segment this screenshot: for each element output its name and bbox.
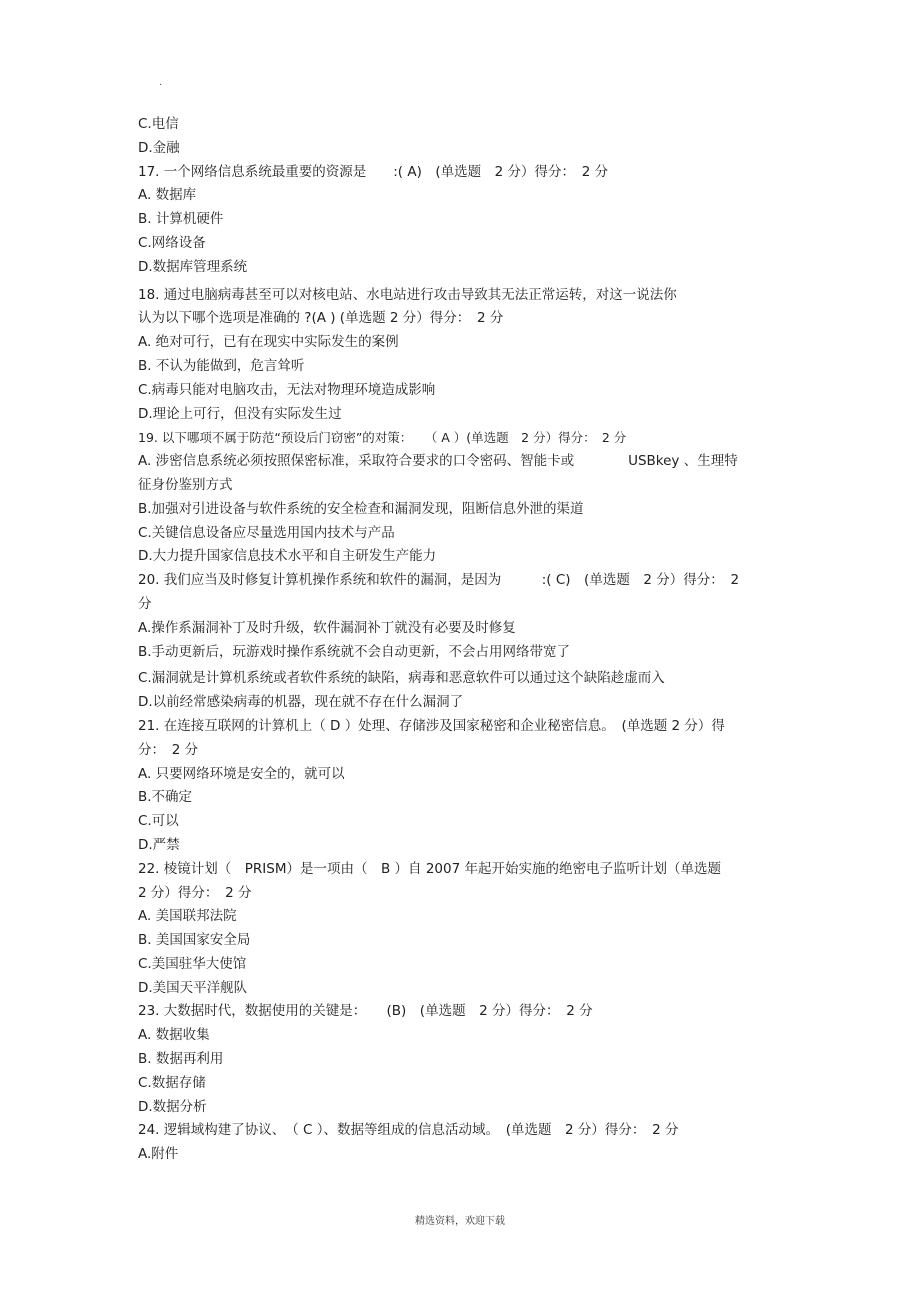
option-line: B.手动更新后，玩游戏时操作系统就不会自动更新，不会占用网络带宽了: [138, 643, 571, 660]
option-line: B. 数据再利用: [138, 1051, 224, 1068]
option-line: C.漏洞就是计算机系统或者软件系统的缺陷，病毒和恶意软件可以通过这个缺陷趁虚而入: [138, 670, 665, 687]
question-line: 21. 在连接互联网的计算机上（ D ）处理、存储涉及国家秘密和企业秘密信息。 (单选题 2 分）得: [138, 717, 725, 734]
question-line: 19. 以下哪项不属于防范“预设后门窃密”的对策： （ A ）(单选题 2 分）得分： 2 分: [138, 430, 627, 446]
option-line: B. 计算机硬件: [138, 211, 224, 228]
option-line: D.数据库管理系统: [138, 258, 248, 275]
option-line: C.电信: [138, 116, 179, 132]
option-line: A. 涉密信息系统必须按照保密标准，采取符合要求的口令密码、智能卡或 USBkey 、生理特: [138, 453, 738, 470]
option-line: A. 只要网络环境是安全的，就可以: [138, 765, 345, 782]
option-line: B.加强对引进设备与软件系统的安全检查和漏洞发现，阻断信息外泄的渠道: [138, 500, 584, 517]
option-line: C.可以: [138, 813, 179, 830]
option-line: B.不确定: [138, 789, 193, 806]
question-line: 24. 逻辑域构建了协议、 （ C ）、数据等组成的信息活动域。 (单选题 2 分）得分： 2 分: [138, 1122, 679, 1139]
question-list: [138, 113, 783, 1167]
option-line: A. 数据收集: [138, 1027, 210, 1044]
option-line: B. 美国国家安全局: [138, 932, 251, 949]
question-line: 2 分）得分： 2 分: [138, 884, 252, 901]
option-line: D.金融: [138, 139, 180, 156]
option-line: D.理论上可行，但没有实际发生过: [138, 405, 342, 422]
option-line: A.操作系漏洞补丁及时升级，软件漏洞补丁就没有必要及时修复: [138, 619, 516, 636]
option-line: C.网络设备: [138, 234, 206, 251]
option-line: B. 不认为能做到，危言耸听: [138, 357, 305, 374]
option-line: C.美国驻华大使馆: [138, 955, 247, 972]
question-line: 18. 通过电脑病毒甚至可以对核电站、水电站进行攻击导致其无法正常运转，对这一说法你: [138, 286, 677, 303]
question-line: 22. 棱镜计划（ PRISM）是一项由（ B ）自 2007 年起开始实施的绝密电子监听计划（单选题: [138, 860, 721, 877]
question-line: 23. 大数据时代，数据使用的关键是： (B) (单选题 2 分）得分： 2 分: [138, 1003, 593, 1020]
page-footer: 精选资料，欢迎下载: [415, 1216, 505, 1227]
option-line: C.关键信息设备应尽量选用国内技术与产品: [138, 524, 395, 541]
option-line: D.美国天平洋舰队: [138, 979, 248, 996]
question-line: 分： 2 分: [138, 741, 199, 758]
option-line: A.附件: [138, 1146, 179, 1163]
option-line: D.大力提升国家信息技术水平和自主研发生产能力: [138, 548, 437, 565]
option-line: D.数据分析: [138, 1098, 207, 1115]
option-line: 征身份鉴别方式: [138, 476, 233, 493]
option-line: A. 美国联邦法院: [138, 908, 237, 925]
option-line: C.数据存储: [138, 1074, 206, 1091]
option-line: A. 绝对可行，已有在现实中实际发生的案例: [138, 334, 399, 351]
question-line: 17. 一个网络信息系统最重要的资源是 :( A) (单选题 2 分）得分： 2 分: [138, 163, 609, 180]
question-line: 20. 我们应当及时修复计算机操作系统和软件的漏洞，是因为 :( C) (单选题 2 分）得分： 2: [138, 572, 740, 589]
question-line: 认为以下哪个选项是准确的 ?(A ) (单选题 2 分）得分： 2 分: [138, 310, 504, 327]
page-marker: ·: [159, 80, 163, 91]
question-line: 分: [138, 595, 152, 612]
option-line: D.以前经常感染病毒的机器，现在就不存在什么漏洞了: [138, 694, 464, 711]
option-line: D.严禁: [138, 836, 180, 853]
option-line: C.病毒只能对电脑攻击，无法对物理环境造成影响: [138, 381, 436, 398]
option-line: A. 数据库: [138, 187, 197, 204]
